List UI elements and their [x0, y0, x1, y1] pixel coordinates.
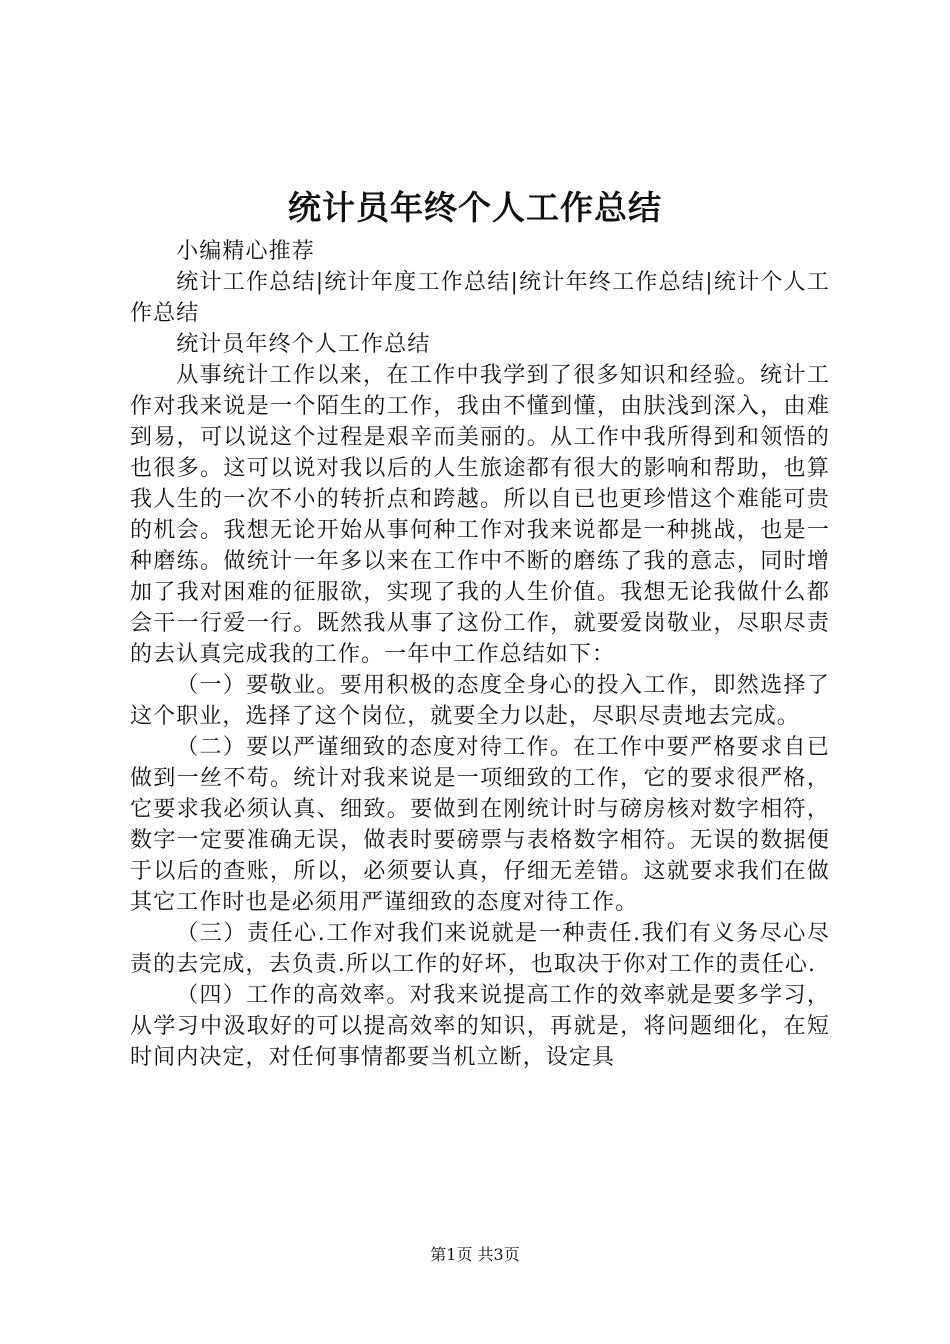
section-three-paragraph: （三）责任心.工作对我们来说就是一种责任.我们有义务尽心尽责的去完成，去负责.所以工作的好坏，也取决于你对工作的责任心. [130, 921, 830, 977]
section-two-paragraph: （二）要以严谨细致的态度对待工作。在工作中要严格要求自已做到一丝不苟。统计对我来说是一项细致的工作，它的要求很严格，它要求我必须认真、细致。要做到在刚统计时与磅房核对数字相符，数字一定要准确无误，做表时要磅票与表格数字相符。无误的数据便于以后的查账，所以，必须要认真，仔细无差错。这就要求我们在做其它工作时也是必须用严谨细致的态度对待工作。 [130, 735, 830, 915]
recommend-line: 小编精心推荐 [176, 239, 315, 264]
related-links-line: 统计工作总结|统计年度工作总结|统计年终工作总结|统计个人工作总结 [130, 270, 830, 326]
section-one-paragraph: （一）要敬业。要用积极的态度全身心的投入工作，即然选择了这个职业，选择了这个岗位，就要全力以赴，尽职尽责地去完成。 [130, 673, 830, 729]
page-number: 第1页 共3页 [430, 1245, 520, 1264]
section-four-paragraph: （四）工作的高效率。对我来说提高工作的效率就是要多学习，从学习中汲取好的可以提高效率的知识，再就是，将问题细化，在短时间内决定，对任何事情都要当机立断，设定具 [130, 983, 830, 1070]
document-title: 统计员年终个人工作总结 [288, 188, 662, 227]
document-body [130, 236, 830, 1073]
intro-paragraph: 从事统计工作以来，在工作中我学到了很多知识和经验。统计工作对我来说是一个陌生的工作，我由不懂到懂，由肤浅到深入，由难到易，可以说这个过程是艰辛而美丽的。从工作中我所得到和领悟的也很多。这可以说对我以后的人生旅途都有很大的影响和帮助，也算我人生的一次不小的转折点和跨越。所以自已也更珍惜这个难能可贵的机会。我想无论开始从事何种工作对我来说都是一种挑战，也是一种磨练。做统计一年多以来在工作中不断的磨练了我的意志，同时增加了我对困难的征服欲，实现了我的人生价值。我想无论我做什么都会干一行爱一行。既然我从事了这份工作，就要爱岗敬业，尽职尽责的去认真完成我的工作。一年中工作总结如下： [130, 363, 830, 667]
subtitle-line: 统计员年终个人工作总结 [176, 332, 431, 357]
